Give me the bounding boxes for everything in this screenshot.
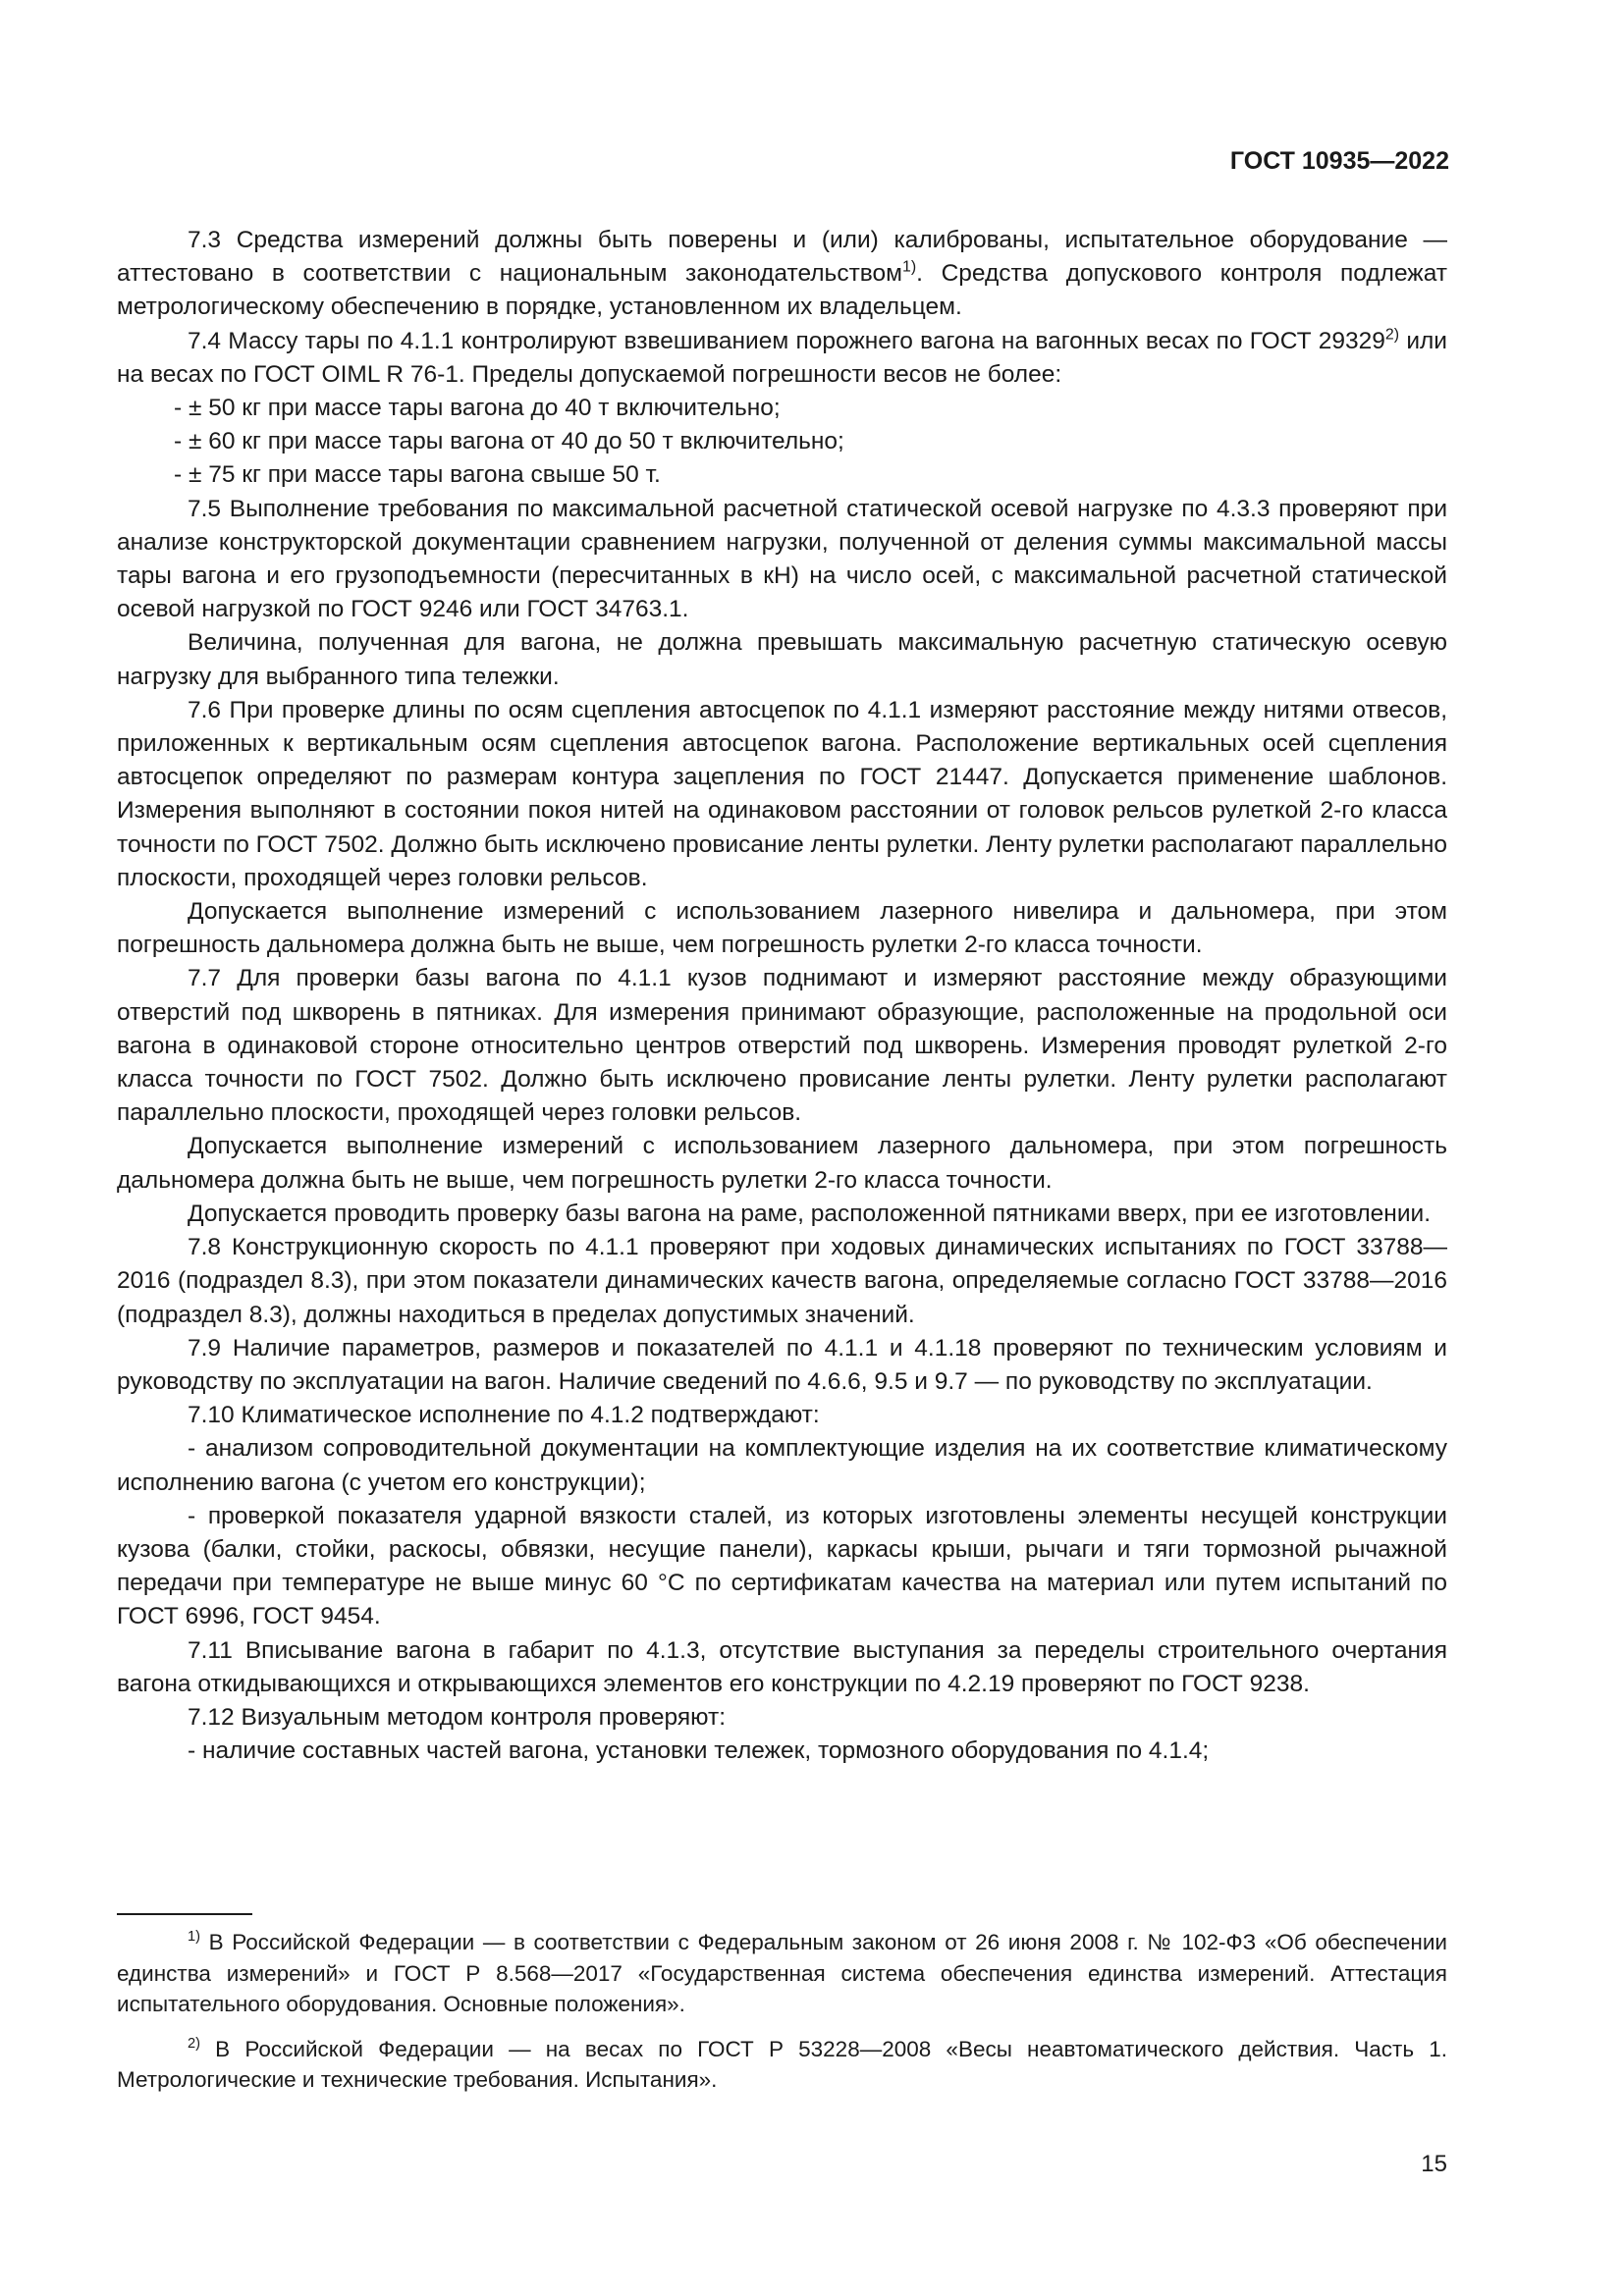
paragraph-7-5: 7.5 Выполнение требования по максимальной расчетной статической осевой нагрузке по 4.3.3 проверяют при анализе конструкторской документации сравнением нагрузки, полученной от деления суммы максимальной массы тары вагона и его грузоподъемности (пересчитанных в кН) на число осей, с максимальной расчетной статической осевой нагрузкой по ГОСТ 9246 или ГОСТ 34763.1.: [117, 495, 1447, 623]
list-item: - ± 50 кг при массе тары вагона до 40 т включительно;: [174, 395, 781, 422]
paragraph-7-5-continued: Величина, полученная для вагона, не должна превышать максимальную расчетную статическую осевую нагрузку для выбранного типа тележки.: [117, 629, 1447, 690]
list-item: - наличие составных частей вагона, установки тележек, тормозного оборудования по 4.1.4;: [188, 1737, 1210, 1765]
list-item: - ± 60 кг при массе тары вагона от 40 до 50 т включительно;: [174, 428, 844, 455]
footnote-ref-1[interactable]: 1): [902, 258, 917, 276]
document-header: ГОСТ 10935—2022: [1229, 147, 1449, 175]
paragraph-7-4: 7.4 Массу тары по 4.1.1 контролируют взвешиванием порожнего вагона на вагонных весах по ГОСТ 29329$^{2)}$ или на весах по ГОСТ OIML R 76-1. Пределы допускаемой погрешности весов не более:: [117, 326, 1447, 388]
paragraph-7-11: 7.11 Вписывание вагона в габарит по 4.1.3, отсутствие выступания за переделы строительного очертания вагона откидывающихся и открывающихся элементов его конструкции по 4.2.19 проверяют по ГОСТ 9238.: [117, 1636, 1447, 1697]
paragraph-7-6: 7.6 При проверке длины по осям сцепления автосцепок по 4.1.1 измеряют расстояние между нитями отвесов, приложенных к вертикальным осям сцепления автосцепок вагона. Расположение вертикальных осей сцепления автосцепок определяют по размерам контура зацепления по ГОСТ 21447. Допускается применение шаблонов. Измерения выполняют в состоянии покоя нитей на одинаковом расстоянии от головок рельсов рулеткой 2-го класса точности по ГОСТ 7502. Должно быть исключено провисание ленты рулетки. Ленту рулетки располагают параллельно плоскости, проходящей через головки рельсов.: [117, 696, 1447, 891]
document-body: [117, 224, 1447, 1768]
footnote-divider: [117, 1913, 252, 1915]
list-item: - анализом сопроводительной документации на комплектующие изделия на их соответствие климатическому исполнению вагона (с учетом его конструкции);: [117, 1435, 1447, 1496]
paragraph-7-7-note: Допускается проводить проверку базы вагона на раме, расположенной пятниками вверх, при ее изготовлении.: [188, 1200, 1432, 1227]
footnotes: [117, 1927, 1447, 2109]
paragraph-7-8: 7.8 Конструкционную скорость по 4.1.1 проверяют при ходовых динамических испытаниях по ГОСТ 33788—2016 (подраздел 8.3), при этом показатели динамических качеств вагона, определяемые согласно ГОСТ 33788—2016 (подраздел 8.3), должны находиться в пределах допустимых значений.: [117, 1234, 1447, 1328]
footnote-2: $^{2)}$ В Российской Федерации — на весах по ГОСТ Р 53228—2008 «Весы неавтоматического действия. Часть 1. Метрологические и технические требования. Испытания».: [117, 2035, 1447, 2092]
footnote-mark: 2): [188, 2035, 200, 2052]
paragraph-7-7: 7.7 Для проверки базы вагона по 4.1.1 кузов поднимают и измеряют расстояние между образующими отверстий под шкворень в пятниках. Для измерения принимают образующие, расположенные на продольной оси вагона в одинаковой стороне относительно центров отверстий под шкворень. Измерения проводят рулеткой 2-го класса точности по ГОСТ 7502. Должно быть исключено провисание ленты рулетки. Ленту рулетки располагают параллельно плоскости, проходящей через головки рельсов.: [117, 965, 1447, 1127]
page-number: 15: [1421, 2151, 1447, 2177]
paragraph-7-12: 7.12 Визуальным методом контроля проверяют:: [188, 1703, 727, 1731]
paragraph-7-3: 7.3 Средства измерений должны быть поверены и (или) калиброваны, испытательное оборудование — аттестовано в соответствии с национальным законодательством$^{1)}$. Средства допускового контроля подлежат метрологическому обеспечению в порядке, установленном их владельцем.: [117, 227, 1447, 321]
paragraph-7-9: 7.9 Наличие параметров, размеров и показателей по 4.1.1 и 4.1.18 проверяют по техническим условиям и руководству по эксплуатации на вагон. Наличие сведений по 4.6.6, 9.5 и 9.7 — по руководству по эксплуатации.: [117, 1334, 1447, 1395]
footnote-mark: 1): [188, 1929, 200, 1946]
list-item: - проверкой показателя ударной вязкости сталей, из которых изготовлены элементы несущей конструкции кузова (балки, стойки, раскосы, обвязки, несущие панели), каркасы крыши, рычаги и тяги тормозной рычажной передачи при температуре не выше минус 60 °С по сертификатам качества на материал или путем испытаний по ГОСТ 6996, ГОСТ 9454.: [117, 1502, 1447, 1630]
list-item: - ± 75 кг при массе тары вагона свыше 50 т.: [174, 461, 661, 489]
paragraph-7-7-continued: Допускается выполнение измерений с использованием лазерного дальномера, при этом погрешность дальномера должна быть не выше, чем погрешность рулетки 2-го класса точности.: [117, 1133, 1447, 1194]
footnote-1: $^{1)}$ В Российской Федерации — в соответствии с Федеральным законом от 26 июня 2008 г. № 102-ФЗ «Об обеспечении единства измерений» и ГОСТ Р 8.568—2017 «Государственная система обеспечения единства измерений. Аттестация испытательного оборудования. Основные положения».: [117, 1929, 1447, 2016]
footnote-ref-2[interactable]: 2): [1384, 326, 1400, 344]
paragraph-7-6-continued: Допускается выполнение измерений с использованием лазерного нивелира и дальномера, при этом погрешность дальномера должна быть не выше, чем погрешность рулетки 2-го класса точности.: [117, 898, 1447, 959]
paragraph-7-10: 7.10 Климатическое исполнение по 4.1.2 подтверждают:: [188, 1402, 820, 1429]
